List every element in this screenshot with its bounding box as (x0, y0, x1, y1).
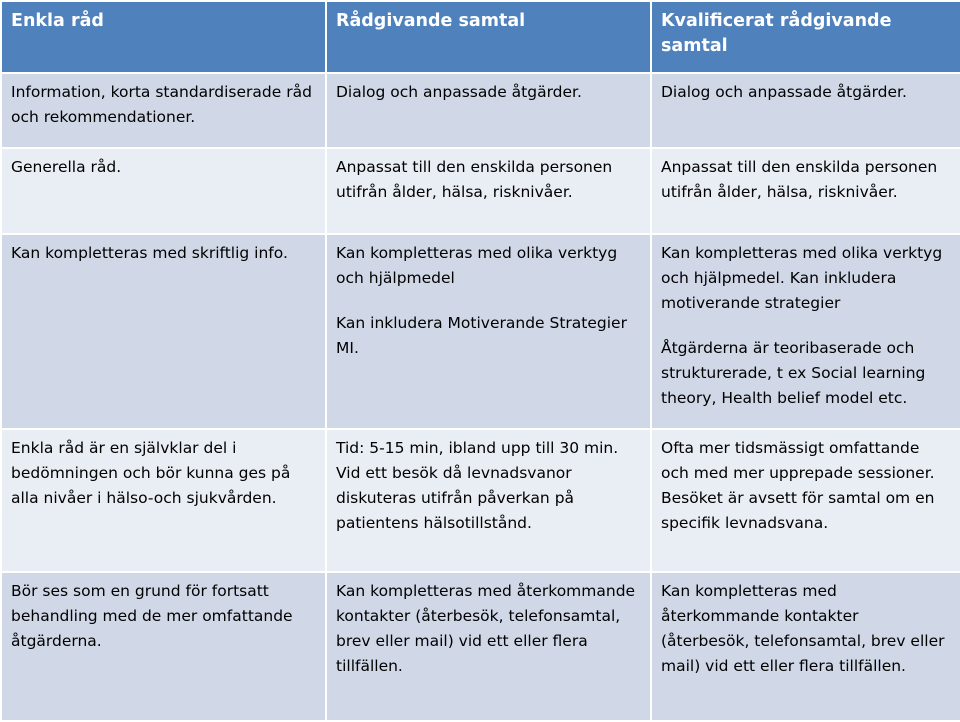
cell-text: Åtgärderna är teoribaserade och strukturerade, t ex Social learning theory, Health belief model etc. (661, 339, 926, 407)
table-header-row (1, 1, 960, 73)
table-row (1, 73, 960, 148)
cell-text: Anpassat till den enskilda personen utifrån ålder, hälsa, risknivåer. (661, 158, 938, 201)
header-radgivande-samtal: Rådgivande samtal (326, 1, 651, 73)
header-enkla-rad: Enkla råd (1, 1, 326, 73)
cell-text: Tid: 5-15 min, ibland upp till 30 min. Vid ett besök då levnadsvanor diskuteras utifrån påverkan på patientens hälsotillstånd. (336, 439, 619, 532)
table-cell (651, 429, 960, 572)
table-row (1, 148, 960, 234)
table-cell (651, 73, 960, 148)
table-cell (326, 73, 651, 148)
cell-text: Information, korta standardiserade råd och rekommendationer. (11, 83, 312, 126)
table-cell (1, 148, 326, 234)
header-kvalificerat-radgivande-samtal: Kvalificerat rådgivande samtal (651, 1, 960, 73)
cell-text: Kan kompletteras med olika verktyg och hjälpmedel (336, 244, 618, 287)
table-cell (1, 572, 326, 721)
table-cell (1, 234, 326, 429)
cell-text: Kan kompletteras med återkommande kontakter (återbesök, telefonsamtal, brev eller mail) vid ett eller flera tillfällen. (661, 582, 945, 675)
cell-text: Dialog och anpassade åtgärder. (661, 83, 907, 101)
table-row (1, 234, 960, 429)
cell-text: Kan inkludera Motiverande Strategier MI. (336, 314, 627, 357)
cell-text: Kan kompletteras med skriftlig info. (11, 244, 288, 262)
table-cell (326, 572, 651, 721)
table-cell (651, 234, 960, 429)
table-cell (651, 148, 960, 234)
cell-text: Bör ses som en grund för fortsatt behandling med de mer omfattande åtgärderna. (11, 582, 293, 650)
cell-text: Ofta mer tidsmässigt omfattande och med mer upprepade sessioner. Besöket är avsett för samtal om en specifik levnadsvana. (661, 439, 935, 532)
cell-text: Anpassat till den enskilda personen utifrån ålder, hälsa, risknivåer. (336, 158, 613, 201)
table-cell (1, 73, 326, 148)
table-cell (326, 148, 651, 234)
table-row (1, 572, 960, 721)
table-cell (1, 429, 326, 572)
cell-text: Enkla råd är en självklar del i bedömningen och bör kunna ges på alla nivåer i hälso-och sjukvården. (11, 439, 291, 507)
table-row (1, 429, 960, 572)
table-cell (651, 572, 960, 721)
cell-text: Kan kompletteras med återkommande kontakter (återbesök, telefonsamtal, brev eller mail) vid ett eller flera tillfällen. (336, 582, 636, 675)
cell-text: Kan kompletteras med olika verktyg och hjälpmedel. Kan inkludera motiverande strategier (661, 244, 943, 312)
cell-text: Dialog och anpassade åtgärder. (336, 83, 582, 101)
cell-text: Generella råd. (11, 158, 122, 176)
table-cell (326, 429, 651, 572)
table-cell (326, 234, 651, 429)
